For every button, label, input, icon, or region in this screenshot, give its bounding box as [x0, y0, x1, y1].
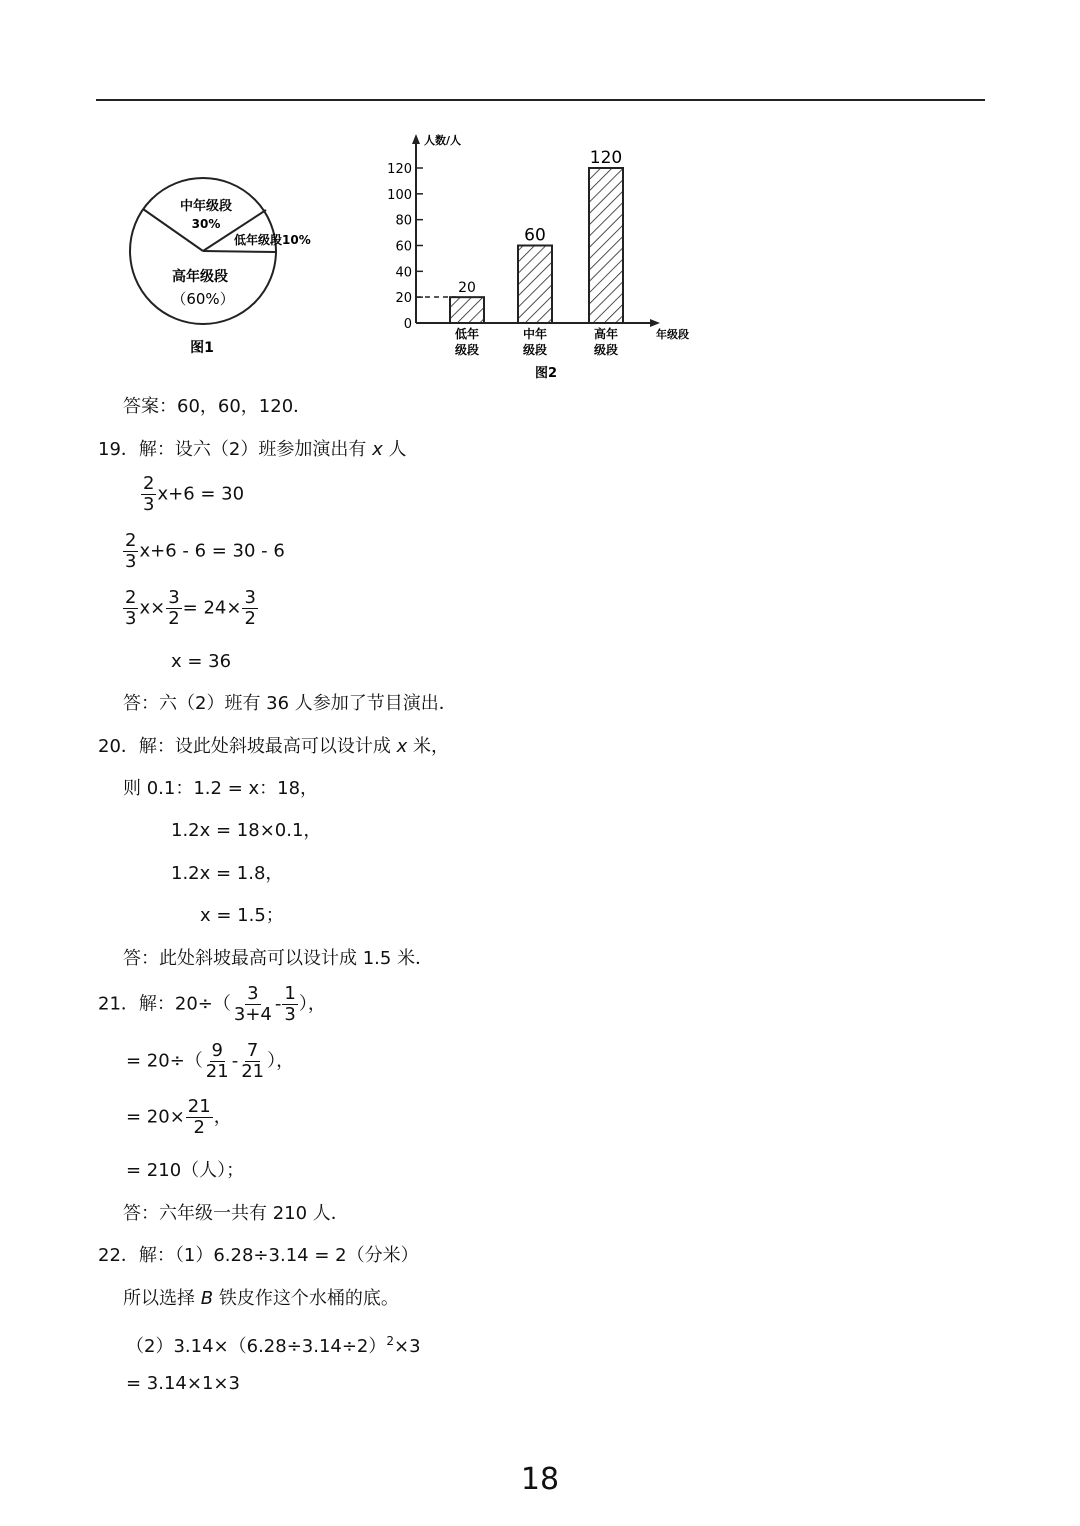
- bar: [450, 297, 484, 323]
- fraction: $\frac{2}{3}$: [143, 473, 155, 515]
- y-axis-label: 人数/人: [424, 134, 462, 147]
- eq20-1: 则 0.1：1.2 = x：18，: [123, 778, 319, 799]
- q19-var: x: [372, 439, 383, 460]
- pie-pct-high: （60%）: [171, 290, 235, 308]
- pie-label-high: 高年级段: [172, 269, 228, 285]
- x-tick-label: 中年: [522, 327, 548, 341]
- bar: [518, 246, 552, 324]
- pie-chart: [120, 170, 340, 370]
- fraction: $\frac{21}{2}$: [187, 1096, 211, 1138]
- q21-intro: 21．解：20÷（ $\frac{3}{3+4}$ - $\frac{1}{3}$ ），: [98, 983, 326, 1025]
- eq19-4: x = 36: [171, 651, 232, 672]
- y-tick-label: 100: [387, 187, 412, 203]
- eq20-4: x = 1.5；: [200, 905, 284, 926]
- bar-chart: [380, 128, 700, 384]
- pie-label-middle: 中年级段: [179, 199, 233, 214]
- x-tick-label: 级段: [454, 343, 480, 357]
- header-rule: [96, 99, 985, 101]
- bar-value-label: 60: [524, 225, 546, 246]
- pie-divider-3: [203, 251, 276, 252]
- y-axis-arrow-icon: [412, 134, 420, 144]
- pie-caption: 图1: [190, 340, 214, 356]
- x-tick-label: 级段: [593, 343, 619, 357]
- y-tick-label: 0: [403, 317, 412, 332]
- x-tick-label: 低年: [454, 327, 480, 341]
- fraction: $\frac{3}{2}$: [168, 587, 180, 629]
- q19-intro: [98, 439, 406, 461]
- x-axis-label: 年级段: [656, 328, 689, 341]
- eq22-1: 所以选择 B 铁皮作这个水桶的底。: [123, 1288, 399, 1309]
- bar-caption: 图2: [534, 366, 558, 381]
- eq19-2: $\frac{2}{3}$ x+6 - 6 = 30 - 6: [125, 530, 285, 572]
- eq20-3: 1.2x = 1.8，: [171, 863, 284, 884]
- q22-intro: 22．解：（1）6.28÷3.14 = 2（分米）: [98, 1245, 419, 1266]
- answer-18: 答案：60，60，120．: [123, 396, 312, 417]
- page-number: 18: [520, 1462, 560, 1497]
- q20-intro: 20．解：设此处斜坡最高可以设计成 x 米，: [98, 736, 450, 757]
- bar: [589, 168, 623, 323]
- answer-20: 答：此处斜坡最高可以设计成 1.5 米．: [123, 948, 434, 969]
- eq21-3: = 210（人）；: [126, 1160, 245, 1181]
- x-axis-arrow-icon: [650, 319, 660, 327]
- eq22-3: = 3.14×1×3: [126, 1373, 240, 1394]
- answer-19: 答：六（2）班有 36 人参加了节目演出．: [123, 693, 457, 714]
- bar-value-label: 20: [458, 280, 476, 297]
- q19-tail: 人: [388, 439, 407, 460]
- bar-value-label: 120: [589, 148, 623, 168]
- fraction: $\frac{3}{2}$: [244, 587, 256, 629]
- y-tick-label: 40: [395, 265, 412, 281]
- eq21-1: = 20÷（ $\frac{9}{21}$ - $\frac{7}{21}$ ），: [126, 1040, 295, 1082]
- eq19-3: $\frac{2}{3}$ x× $\frac{3}{2}$ = 24× $\frac{3}{2}$: [125, 587, 256, 629]
- fraction: $\frac{7}{21}$: [241, 1040, 265, 1082]
- fraction: $\frac{2}{3}$: [125, 530, 137, 572]
- y-tick-label: 20: [395, 291, 412, 307]
- eq21-2: = 20× $\frac{21}{2}$ ，: [126, 1096, 232, 1138]
- fraction: $\frac{2}{3}$: [125, 587, 137, 629]
- y-tick-label: 120: [387, 162, 412, 177]
- pie-pct-middle: 30%: [191, 217, 221, 231]
- y-tick-label: 60: [395, 239, 412, 255]
- eq22-2: $(2)3.14\times(6.28\div 3.14\div 2)^2\times 3$: [126, 1334, 421, 1357]
- answer-21: 答：六年级一共有 210 人．: [123, 1203, 349, 1224]
- pie-label-low: 低年级段10%: [234, 233, 311, 247]
- q19-text: 19．解：设六（2）班参加演出有: [98, 439, 367, 460]
- fraction: $\frac{3}{3+4}$: [233, 983, 272, 1025]
- x-tick-label: 级段: [522, 343, 548, 357]
- fraction: $\frac{1}{3}$: [284, 983, 296, 1025]
- fraction: $\frac{9}{21}$: [205, 1040, 229, 1082]
- y-tick-label: 80: [395, 213, 412, 229]
- x-tick-label: 高年: [593, 327, 619, 341]
- eq20-2: 1.2x = 18×0.1，: [171, 820, 322, 841]
- eq19-1: $\frac{2}{3}$ x+6 = 30: [143, 473, 245, 515]
